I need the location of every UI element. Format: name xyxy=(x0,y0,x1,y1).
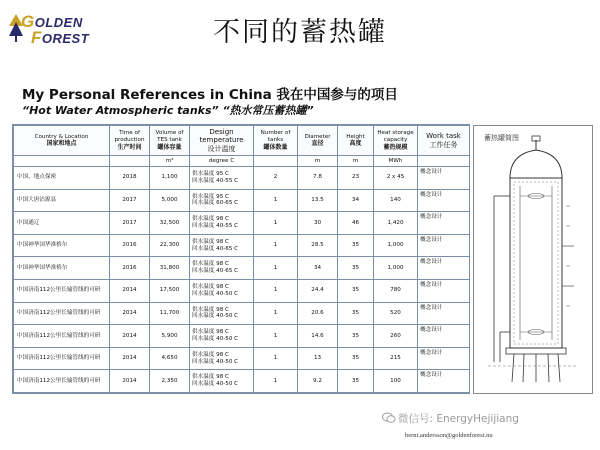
work-task-cell: 概念设计 xyxy=(418,370,470,393)
diameter-cell: 13 xyxy=(298,347,338,370)
temperature-cell xyxy=(190,347,254,370)
diameter-cell: 7.8 xyxy=(298,167,338,190)
year-cell: 2014 xyxy=(110,279,150,302)
temperature-cell xyxy=(190,302,254,325)
unit-cell xyxy=(418,156,470,167)
height-cell: 35 xyxy=(338,325,374,348)
slide-title: 不同的蓄热罐 xyxy=(213,17,387,48)
supply-temperature: 供水温度 98 C xyxy=(192,351,229,358)
return-temperature: 回水温度 60-65 C xyxy=(192,200,239,207)
temperature-cell xyxy=(190,212,254,235)
diameter-cell: 20.6 xyxy=(298,302,338,325)
capacity-cell: 140 xyxy=(374,189,418,212)
header-year: Time of production 生产时间 xyxy=(110,126,150,156)
capacity-cell: 780 xyxy=(374,279,418,302)
header-temperature: Design temperature 设计温度 xyxy=(190,126,254,156)
year-cell: 2017 xyxy=(110,212,150,235)
volume-cell: 1,100 xyxy=(150,167,190,190)
supply-temperature: 供水温度 98 C xyxy=(192,284,229,291)
table-row xyxy=(14,212,470,235)
count-cell: 2 xyxy=(254,167,298,190)
height-cell: 23 xyxy=(338,167,374,190)
table-row xyxy=(14,167,470,190)
count-cell: 1 xyxy=(254,347,298,370)
capacity-cell: 215 xyxy=(374,347,418,370)
table-units-row xyxy=(14,156,470,167)
count-cell: 1 xyxy=(254,325,298,348)
year-cell: 2016 xyxy=(110,257,150,280)
header-work-task: Work task 工作任务 xyxy=(418,126,470,156)
capacity-cell: 100 xyxy=(374,370,418,393)
tank-diagram xyxy=(473,125,593,394)
unit-cell: m³ xyxy=(150,156,190,167)
volume-cell: 31,800 xyxy=(150,257,190,280)
header-volume: Volume of TES tank 罐体容量 xyxy=(150,126,190,156)
temperature-cell xyxy=(190,370,254,393)
table-row xyxy=(14,325,470,348)
volume-cell: 5,900 xyxy=(150,325,190,348)
table-row xyxy=(14,370,470,393)
location-cell: 中国、地点保密 xyxy=(14,167,110,190)
diameter-cell: 28.5 xyxy=(298,234,338,257)
return-temperature: 回水温度 40-50 C xyxy=(192,358,239,365)
capacity-cell: 520 xyxy=(374,302,418,325)
height-cell: 35 xyxy=(338,257,374,280)
work-task-cell: 概念设计 xyxy=(418,212,470,235)
diameter-cell: 14.6 xyxy=(298,325,338,348)
location-cell: 中国济南112公里长输管线的可研 xyxy=(14,370,110,393)
temperature-cell xyxy=(190,234,254,257)
volume-cell: 17,500 xyxy=(150,279,190,302)
height-cell: 35 xyxy=(338,302,374,325)
count-cell: 1 xyxy=(254,212,298,235)
supply-temperature: 供水温度 98 C xyxy=(192,238,229,245)
temperature-cell xyxy=(190,189,254,212)
unit-cell: MWh xyxy=(374,156,418,167)
work-task-cell: 概念设计 xyxy=(418,347,470,370)
unit-cell: degree C xyxy=(190,156,254,167)
volume-cell: 32,500 xyxy=(150,212,190,235)
table-row xyxy=(14,189,470,212)
location-cell: 中国神华国华准格尔 xyxy=(14,234,110,257)
temperature-cell xyxy=(190,325,254,348)
volume-cell: 4,650 xyxy=(150,347,190,370)
logo-word-golden: GOLDEN xyxy=(21,12,83,31)
count-cell: 1 xyxy=(254,257,298,280)
logo-word-forest: FOREST xyxy=(31,28,90,47)
work-task-cell: 概念设计 xyxy=(418,302,470,325)
height-cell: 35 xyxy=(338,347,374,370)
references-table xyxy=(12,124,470,394)
count-cell: 1 xyxy=(254,302,298,325)
supply-temperature: 供水温度 98 C xyxy=(192,374,229,381)
supply-temperature: 供水温度 98 C xyxy=(192,306,229,313)
year-cell: 2014 xyxy=(110,370,150,393)
header-capacity: Heat storage capacity 蓄热规模 xyxy=(374,126,418,156)
unit-cell xyxy=(110,156,150,167)
return-temperature: 回水温度 40-55 C xyxy=(192,177,239,184)
year-cell: 2014 xyxy=(110,325,150,348)
return-temperature: 回水温度 40-55 C xyxy=(192,222,239,229)
unit-cell xyxy=(254,156,298,167)
height-cell: 34 xyxy=(338,189,374,212)
return-temperature: 回水温度 40-50 C xyxy=(192,313,239,320)
author-email: bernt.andersson@goldenforest.nu xyxy=(405,432,493,439)
table-row xyxy=(14,302,470,325)
height-cell: 46 xyxy=(338,212,374,235)
temperature-cell xyxy=(190,279,254,302)
references-heading: My Personal References in China 我在中国参与的项目 xyxy=(22,87,398,103)
return-temperature: 回水温度 40-65 C xyxy=(192,268,239,275)
location-cell: 中国济南112公里长输管线的可研 xyxy=(14,279,110,302)
wechat-icon xyxy=(382,412,396,424)
count-cell: 1 xyxy=(254,234,298,257)
temperature-cell xyxy=(190,167,254,190)
capacity-cell: 1,000 xyxy=(374,257,418,280)
year-cell: 2016 xyxy=(110,234,150,257)
volume-cell: 2,350 xyxy=(150,370,190,393)
work-task-cell: 概念设计 xyxy=(418,325,470,348)
location-cell: 中国济南112公里长输管线的可研 xyxy=(14,347,110,370)
table-row xyxy=(14,279,470,302)
capacity-cell: 1,000 xyxy=(374,234,418,257)
supply-temperature: 供水温度 98 C xyxy=(192,216,229,223)
wechat-watermark: 微信号: EnergyHejijiang xyxy=(398,413,519,425)
header-height: Height 高度 xyxy=(338,126,374,156)
location-cell: 中国大唐沽源县 xyxy=(14,189,110,212)
height-cell: 35 xyxy=(338,279,374,302)
diameter-cell: 13.5 xyxy=(298,189,338,212)
header-location: Country & Location 国家和地点 xyxy=(14,126,110,156)
return-temperature: 回水温度 40-50 C xyxy=(192,335,239,342)
table-row xyxy=(14,257,470,280)
volume-cell: 5,000 xyxy=(150,189,190,212)
diagram-title: 蓄热罐简图 xyxy=(484,134,519,142)
volume-cell: 22,300 xyxy=(150,234,190,257)
capacity-cell: 1,420 xyxy=(374,212,418,235)
count-cell: 1 xyxy=(254,370,298,393)
unit-cell xyxy=(14,156,110,167)
supply-temperature: 供水温度 95 C xyxy=(192,193,229,200)
supply-temperature: 供水温度 98 C xyxy=(192,261,229,268)
year-cell: 2018 xyxy=(110,167,150,190)
location-cell: 中国神华国华准格尔 xyxy=(14,257,110,280)
supply-temperature: 供水温度 95 C xyxy=(192,171,229,178)
year-cell: 2014 xyxy=(110,302,150,325)
work-task-cell: 概念设计 xyxy=(418,257,470,280)
return-temperature: 回水温度 40-50 C xyxy=(192,290,239,297)
capacity-cell: 260 xyxy=(374,325,418,348)
volume-cell: 11,700 xyxy=(150,302,190,325)
count-cell: 1 xyxy=(254,279,298,302)
location-cell: 中国济南112公里长输管线的可研 xyxy=(14,325,110,348)
table-row xyxy=(14,347,470,370)
count-cell: 1 xyxy=(254,189,298,212)
header-count: Number of tanks 罐体数量 xyxy=(254,126,298,156)
work-task-cell: 概念设计 xyxy=(418,167,470,190)
location-cell: 中国济南112公里长输管线的可研 xyxy=(14,302,110,325)
height-cell: 35 xyxy=(338,234,374,257)
return-temperature: 回水温度 40-65 C xyxy=(192,245,239,252)
diameter-cell: 34 xyxy=(298,257,338,280)
work-task-cell: 概念设计 xyxy=(418,189,470,212)
tank-schematic-drawing xyxy=(474,126,592,393)
diameter-cell: 30 xyxy=(298,212,338,235)
location-cell: 中国通辽 xyxy=(14,212,110,235)
year-cell: 2014 xyxy=(110,347,150,370)
table-header-row xyxy=(14,126,470,156)
work-task-cell: 概念设计 xyxy=(418,234,470,257)
return-temperature: 回水温度 40-50 C xyxy=(192,381,239,388)
unit-cell: m xyxy=(298,156,338,167)
diameter-cell: 24.4 xyxy=(298,279,338,302)
unit-cell: m xyxy=(338,156,374,167)
tank-type-subheading: “Hot Water Atmospheric tanks” “热水常压蓄热罐” xyxy=(22,104,314,117)
table-row xyxy=(14,234,470,257)
year-cell: 2017 xyxy=(110,189,150,212)
supply-temperature: 供水温度 98 C xyxy=(192,329,229,336)
temperature-cell xyxy=(190,257,254,280)
work-task-cell: 概念设计 xyxy=(418,279,470,302)
diameter-cell: 9.2 xyxy=(298,370,338,393)
capacity-cell: 2 x 45 xyxy=(374,167,418,190)
header-diameter: Diameter 直径 xyxy=(298,126,338,156)
height-cell: 35 xyxy=(338,370,374,393)
